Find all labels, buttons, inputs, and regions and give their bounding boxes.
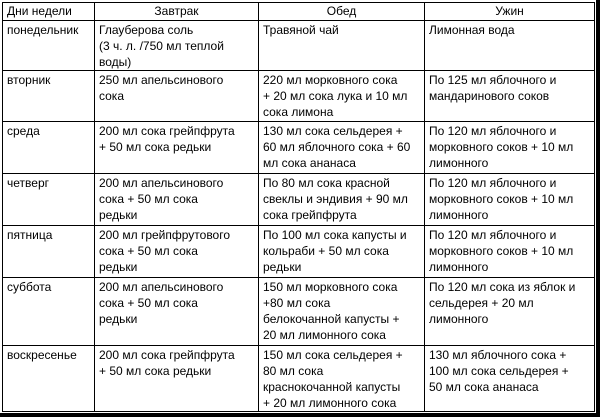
header-dinner: Ужин [425,3,595,21]
lunch-cell: Травяной чай [259,21,425,71]
day-cell: четверг [3,174,95,226]
lunch-cell: 220 мл морковного сока + 20 мл сока лука и 10 мл сока лимона [259,71,425,122]
breakfast-cell: 250 мл апельсинового сока [95,71,259,122]
dinner-cell: Лимонная вода [425,21,595,71]
table-row [3,278,595,346]
dinner-cell: По 120 мл сока из яблок и сельдерея + 20 мл лимонного [425,278,595,346]
table-row [3,21,595,71]
day-cell: пятница [3,226,95,278]
dinner-cell: 130 мл яблочного сока + 100 мл сока сельдерея + 50 мл сока ананаса [425,346,595,412]
table-row [3,174,595,226]
breakfast-cell: 200 мл сока грейпфрута + 50 мл сока редьки [95,346,259,412]
dinner-cell: По 120 мл яблочного и морковного соков + 10 мл лимонного [425,226,595,278]
breakfast-cell: Глауберова соль (3 ч. л. /750 мл теплой воды) [95,21,259,71]
breakfast-cell: 200 мл сока грейпфрута + 50 мл сока редьки [95,122,259,174]
lunch-cell: По 100 мл сока капусты и кольраби + 50 мл сока редьки [259,226,425,278]
table-row [3,122,595,174]
day-cell: среда [3,122,95,174]
table-row [3,71,595,122]
header-row [3,3,595,21]
table-row [3,346,595,412]
breakfast-cell: 200 мл грейпфрутового сока + 50 мл сока редьки [95,226,259,278]
dinner-cell: По 120 мл яблочного и морковного соков + 10 мл лимонного [425,174,595,226]
header-breakfast: Завтрак [95,3,259,21]
day-cell: воскресенье [3,346,95,412]
header-lunch: Обед [259,3,425,21]
lunch-cell: 130 мл сока сельдерея + 60 мл яблочного сока + 60 мл сока ананаса [259,122,425,174]
dinner-cell: По 120 мл яблочного и морковного соков + 10 мл лимонного [425,122,595,174]
breakfast-cell: 200 мл апельсинового сока + 50 мл сока редьки [95,174,259,226]
day-cell: понедельник [3,21,95,71]
breakfast-cell: 200 мл апельсинового сока + 50 мл сока редьки [95,278,259,346]
day-cell: суббота [3,278,95,346]
lunch-cell: 150 мл морковного сока +80 мл сока белокочанной капусты + 20 мл лимонного сока [259,278,425,346]
lunch-cell: 150 мл сока сельдерея + 80 мл сока краснокочанной капусты + 20 мл лимонного сока [259,346,425,412]
header-day: Дни недели [3,3,95,21]
table-row [3,226,595,278]
juice-diet-table [2,2,595,412]
day-cell: вторник [3,71,95,122]
dinner-cell: По 125 мл яблочного и мандаринового соков [425,71,595,122]
lunch-cell: По 80 мл сока красной свеклы и эндивия + 90 мл сока грейпфрута [259,174,425,226]
